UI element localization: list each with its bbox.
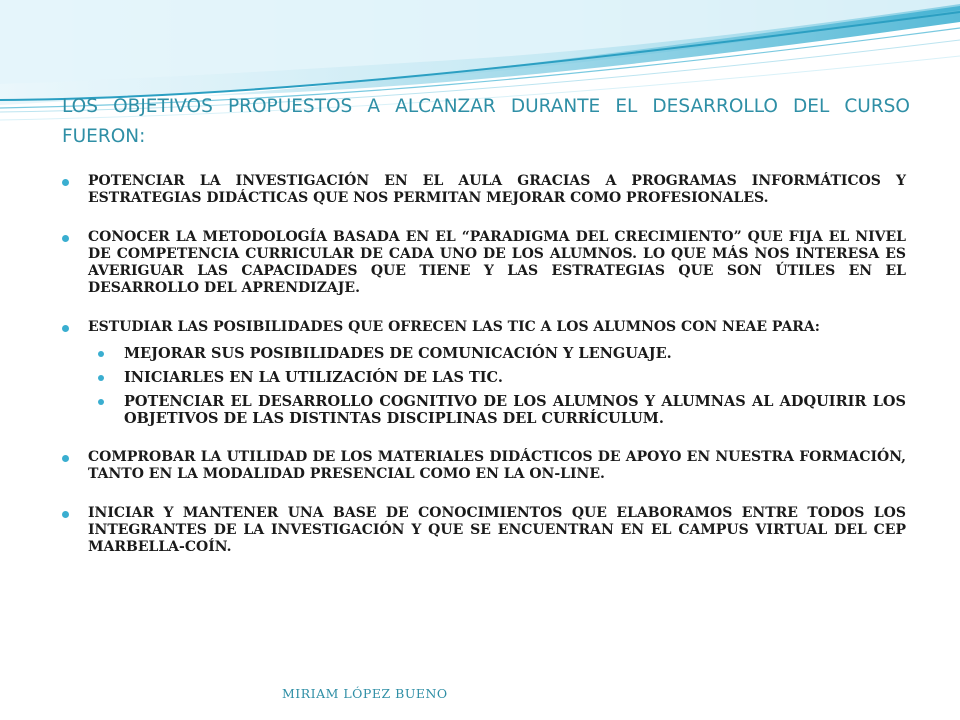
slide-title: LOS OBJETIVOS PROPUESTOS A ALCANZAR DURANTE EL DESARROLLO DEL CURSO FUERON:	[62, 96, 910, 147]
objective-item	[62, 173, 906, 207]
objective-text: POTENCIAR LA INVESTIGACIÓN EN EL AULA GRACIAS A PROGRAMAS INFORMÁTICOS Y ESTRATEGIAS DIDÁCTICAS QUE NOS PERMITAN MEJORAR COMO PROFESIONALES.	[88, 173, 906, 206]
author-footer: MIRIAM LÓPEZ BUENO	[282, 686, 448, 701]
sub-objective-item	[98, 369, 906, 386]
objective-item	[62, 229, 906, 297]
objective-text: COMPROBAR LA UTILIDAD DE LOS MATERIALES DIDÁCTICOS DE APOYO EN NUESTRA FORMACIÓN, TANTO EN LA MODALIDAD PRESENCIAL COMO EN LA ON-LINE.	[88, 449, 906, 482]
sub-objective-text: POTENCIAR EL DESARROLLO COGNITIVO DE LOS ALUMNOS Y ALUMNAS AL ADQUIRIR LOS OBJETIVOS DE LAS DISTINTAS DISCIPLINAS DEL CURRÍCULUM.	[124, 393, 906, 427]
sub-objective-item	[98, 345, 906, 362]
sub-objective-text: MEJORAR SUS POSIBILIDADES DE COMUNICACIÓN Y LENGUAJE.	[124, 345, 672, 362]
objectives-list	[62, 173, 906, 556]
objective-item	[62, 449, 906, 483]
objective-text: CONOCER LA METODOLOGÍA BASADA EN EL “PARADIGMA DEL CRECIMIENTO” QUE FIJA EL NIVEL DE COMPETENCIA CURRICULAR DE CADA UNO DE LOS ALUMNOS. LO QUE MÁS NOS INTERESA ES AVERIGUAR LAS CAPACIDADES QUE TIENE Y LAS ESTRATEGIAS QUE SON ÚTILES EN EL DESARROLLO DEL APRENDIZAJE.	[88, 229, 906, 296]
objective-item	[62, 505, 906, 556]
sub-objective-text: INICIARLES EN LA UTILIZACIÓN DE LAS TIC.	[124, 369, 503, 386]
objective-text: ESTUDIAR LAS POSIBILIDADES QUE OFRECEN LAS TIC A LOS ALUMNOS CON NEAE PARA:	[88, 319, 820, 335]
sub-objective-item	[98, 393, 906, 427]
objective-item	[62, 319, 906, 336]
objective-text: INICIAR Y MANTENER UNA BASE DE CONOCIMIENTOS QUE ELABORAMOS ENTRE TODOS LOS INTEGRANTES DE LA INVESTIGACIÓN Y QUE SE ENCUENTRAN EN EL CAMPUS VIRTUAL DEL CEP MARBELLA-COÍN.	[88, 505, 906, 555]
